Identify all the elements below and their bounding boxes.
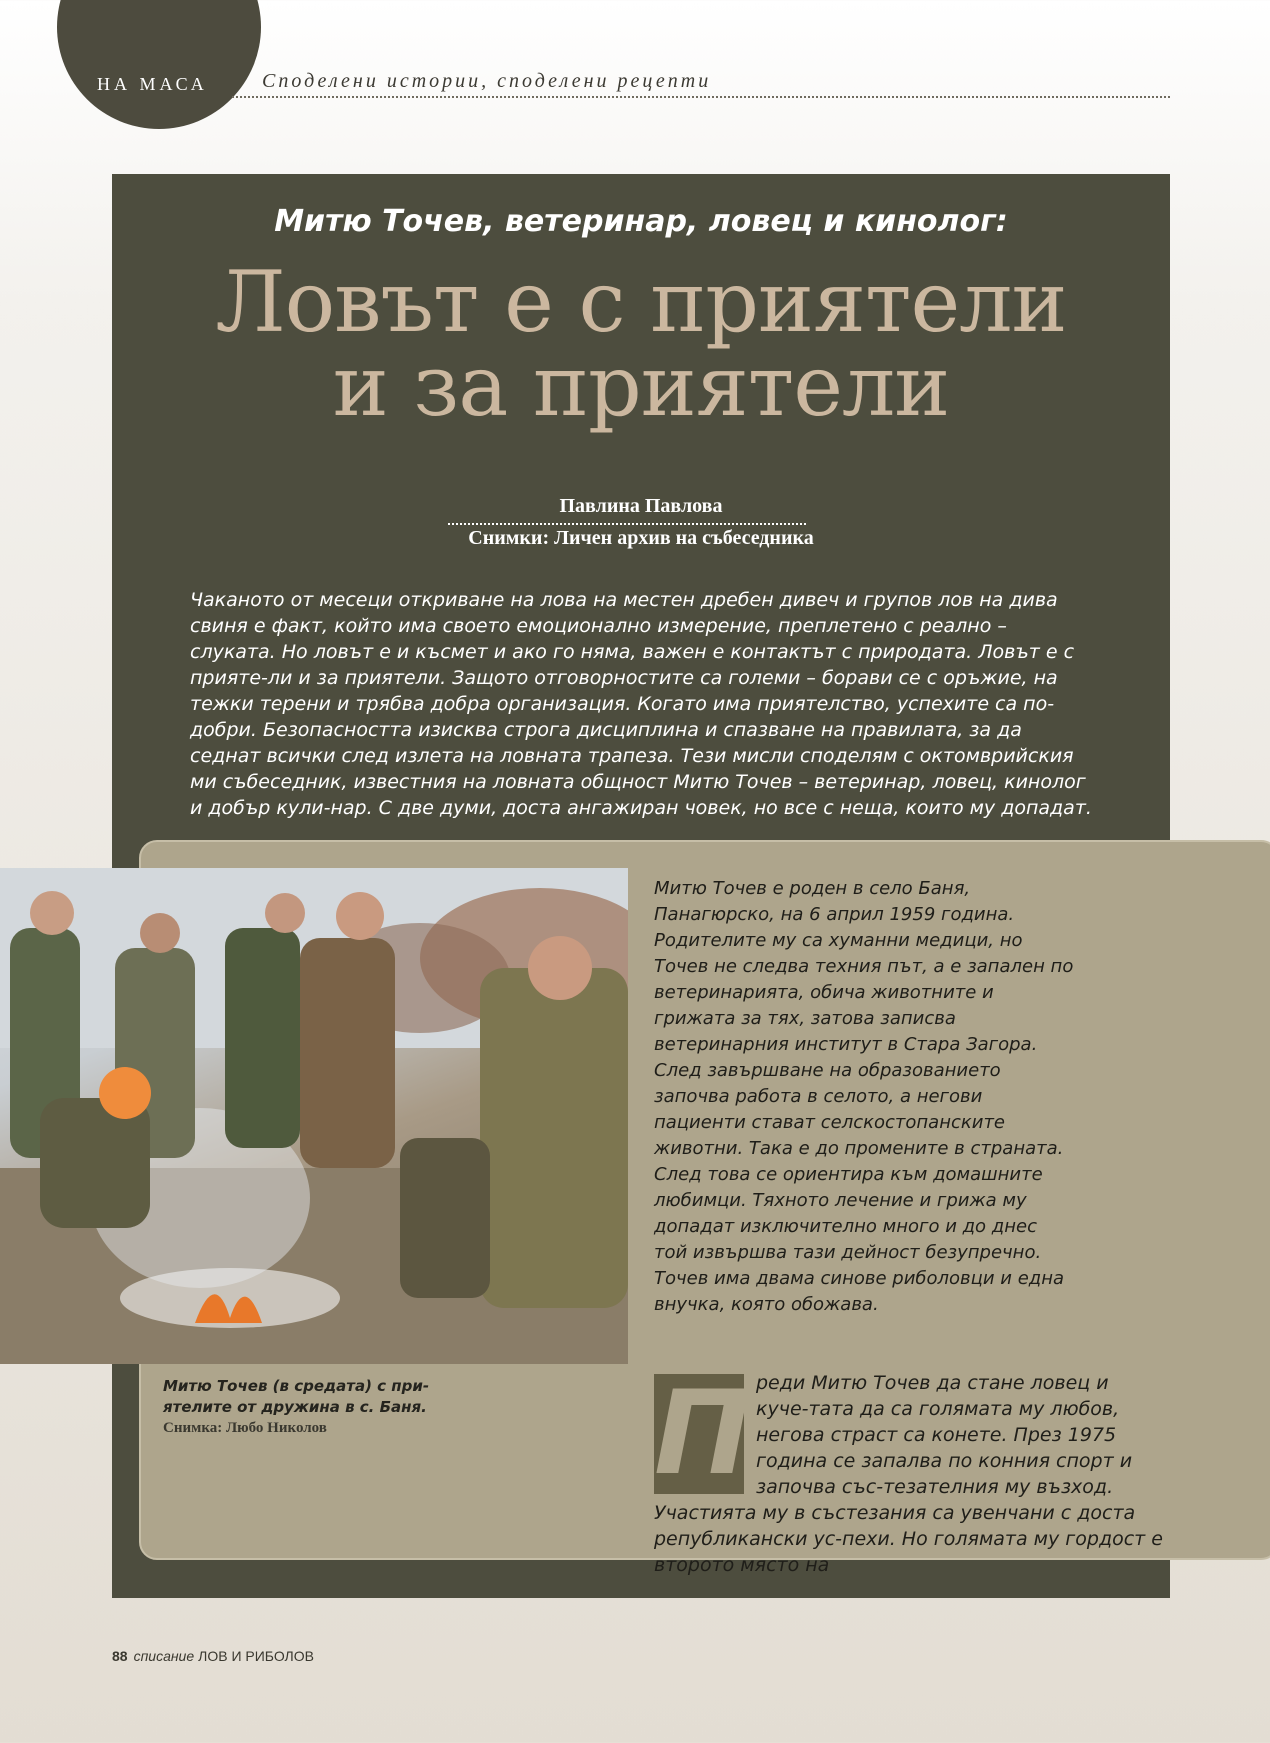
body-column: [654, 1366, 1164, 1578]
header-dotted-rule: [232, 96, 1170, 98]
byline-dotted-rule: [448, 523, 806, 525]
article-headline: [112, 253, 1170, 435]
magazine-name: ЛОВ И РИБОЛОВ: [198, 1648, 314, 1664]
bio-column: [654, 876, 1074, 1318]
article-lead: [190, 587, 1095, 821]
bio-paragraph: Митю Точев е роден в село Баня, Панагюрско, на 6 април 1959 година. Родителите му са хуманни медици, но Точев не следва техния път, а е запален по ветеринарията, обича животните и грижата за тях, затова записва ветеринарния институт в Стара Загора. След завършване на образованието започва работа в селото, а негови пациенти стават селскостопанските животни. Така е до промените в страната. След това се ориентира към домашните любимци. Тяхното лечение и грижа му допадат изключително много и до днес той извършва тази дейност безупречно. Точев има двама синове риболовци и една внучка, която обожава.: [654, 878, 1074, 1315]
article-kicker: Митю Точев, ветеринар, ловец и кинолог:: [274, 204, 1008, 239]
magazine-prefix: списание: [133, 1648, 195, 1664]
headline-line-1: Ловът е с приятели: [215, 253, 1067, 351]
headline-line-2: и за приятели: [332, 337, 950, 435]
dropcap-letter: П: [654, 1366, 752, 1501]
article-photos-credit: Снимки: Личен архив на събеседника: [468, 527, 814, 549]
section-badge: [57, 0, 261, 129]
hunters-photo: [0, 868, 628, 1364]
photo-credit: Снимка: Любо Николов: [163, 1420, 327, 1436]
hunters-photo-illustration: [0, 868, 628, 1364]
article-author: Павлина Павлова: [559, 495, 723, 517]
body-paragraph: реди Митю Точев да стане ловец и куче-тата да са голямата му любов, негова страст са конете. През 1975 година се запалва по конния спорт и започва със-тезателния му възход. Участията му в състезания са увенчани с доста републикански ус-пехи. Но голямата му гордост е второто място на: [654, 1372, 1163, 1576]
lead-paragraph: Чаканото от месеци откриване на лова на местен дребен дивеч и групов лов на дива свиня е факт, който има своето емоционално измерение, преплетено с реално – слуката. Но ловът е и късмет и ако го няма, важен е контактът с природата. Ловът е с прияте-ли и за приятели. Защото отговорностите са големи – борави се с оръжие, на тежки терени и трябва добра организация. Когато има приятелство, успехите са по-добри. Безопасността изисква строга дисциплина и спазване на правилата, за да седнат всички след излета на ловната трапеза. Тези мисли споделям с октомврийския ми събеседник, известния на ловната общност Митю Точев – ветеринар, ловец, кинолог и добър кули-нар. С две думи, доста ангажиран човек, но все с неща, които му допадат.: [190, 589, 1092, 819]
page-number: 88: [112, 1648, 128, 1664]
photo-caption-block: [163, 1376, 463, 1439]
section-label: НА МАСА: [97, 74, 208, 94]
dropcap-box: [654, 1366, 752, 1501]
section-tagline: Споделени истории, споделени рецепти: [262, 70, 712, 92]
page-footer: [112, 1648, 314, 1664]
photo-caption: Митю Точев (в средата) с при-ятелите от дружина в с. Баня.: [163, 1377, 430, 1416]
